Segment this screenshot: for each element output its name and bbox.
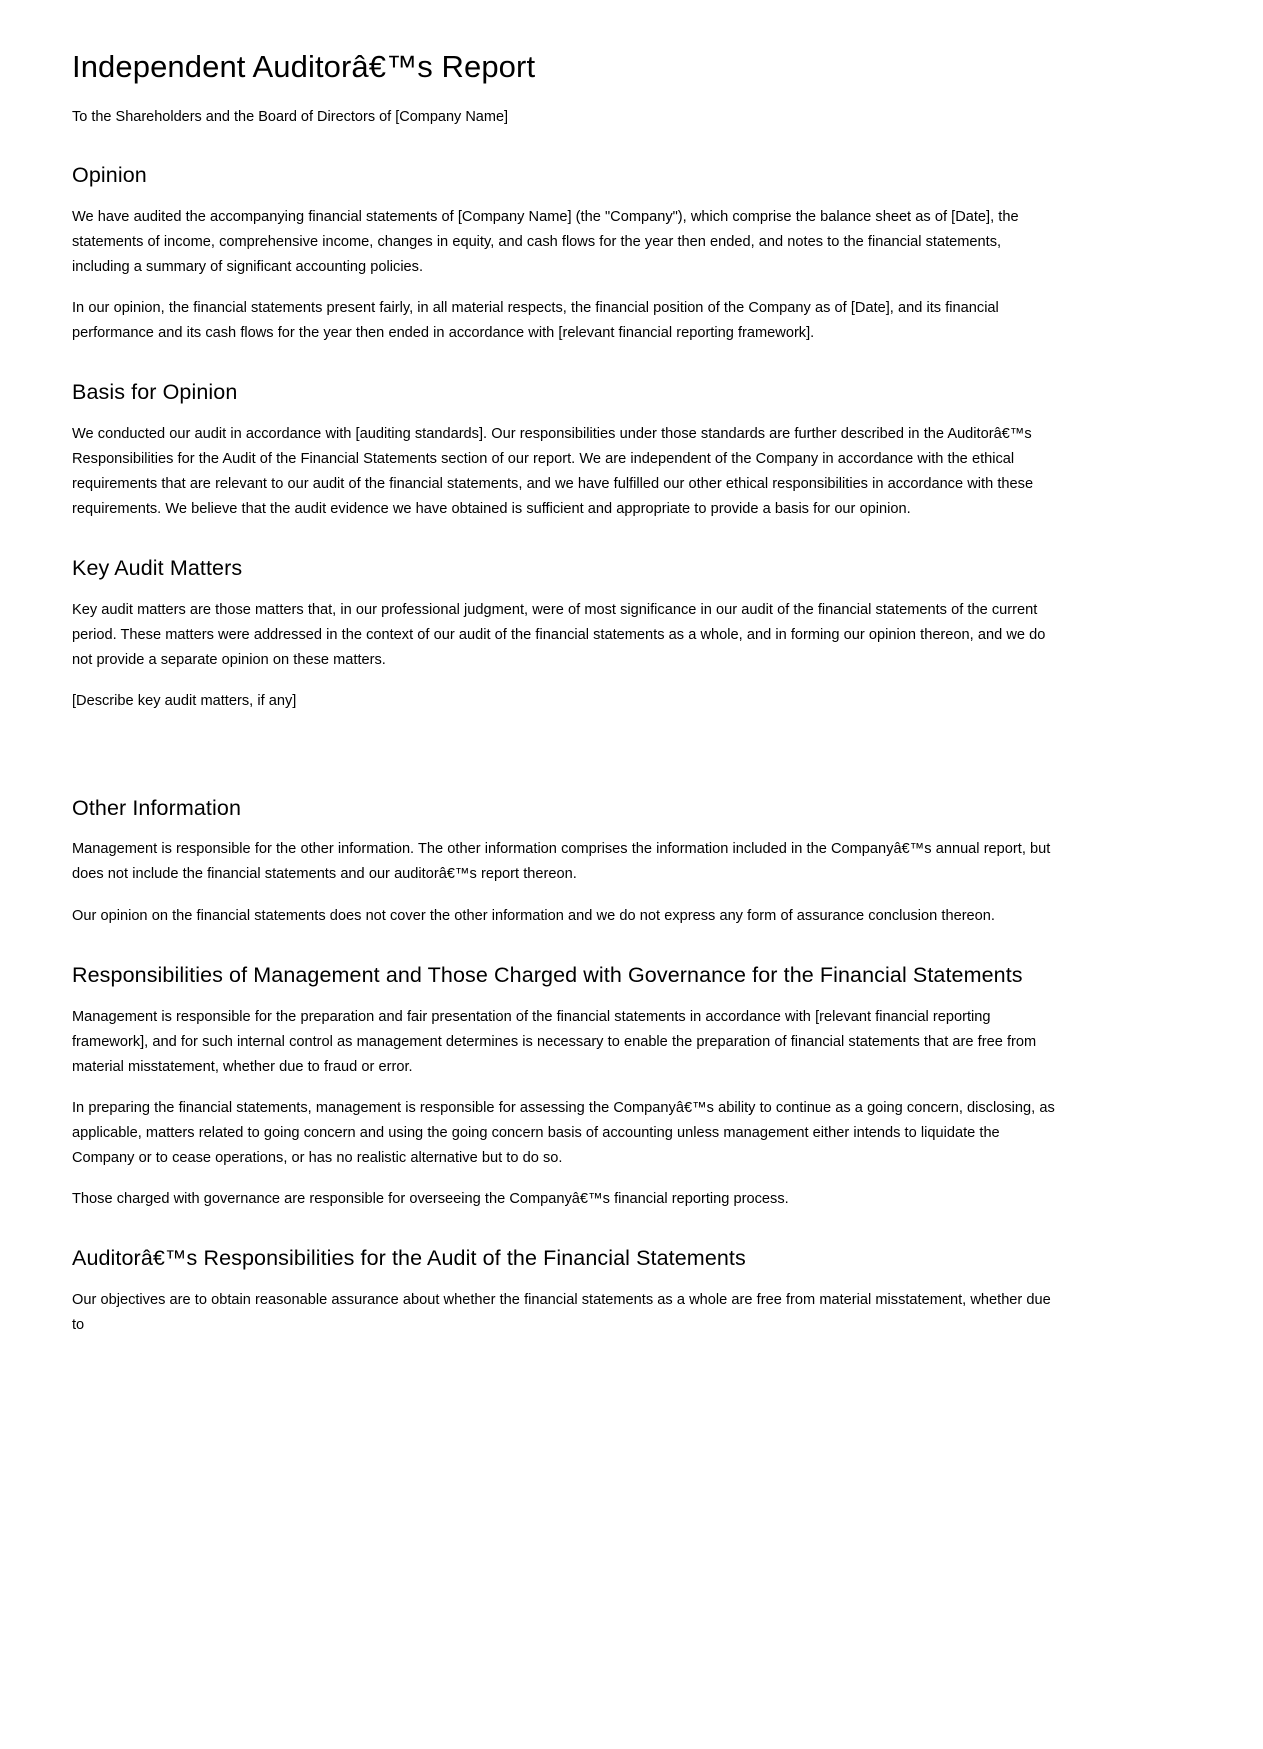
paragraph: We have audited the accompanying financial statements of [Company Name] (the "Company"), which comprise the balance sheet as of [Date], the statements of income, comprehensive income, changes in equity, and cash flows for the year then ended, and notes to the financial statements, including a summary of significant accounting policies. [72,208,1019,275]
section-heading-opinion: Opinion [72,162,147,187]
paragraph: Management is responsible for the other information. The other information comprises the information included in the Companyâ€™s annual report, but does not include the financial statements and our auditorâ€™s report thereon. [72,841,1051,883]
addressee-line: To the Shareholders and the Board of Directors of [Company Name] [72,109,509,126]
section-heading-basis-for-opinion: Basis for Opinion [72,380,238,404]
section-responsibilities-of-management [72,929,1062,1213]
section-auditors-responsibilities [72,1212,1062,1338]
paragraph-placeholder: [Describe key audit matters, if any] [72,693,297,710]
paragraph-truncated: Our objectives are to obtain reasonable assurance about whether the financial statements as a whole are free from material misstatement, whether due to [72,1292,1051,1334]
paragraph: Those charged with governance are responsible for overseeing the Companyâ€™s financial reporting process. [72,1191,789,1208]
empty-paragraph-spacer [72,715,1062,762]
section-heading-responsibilities-of-management: Responsibilities of Management and Those Charged with Governance for the Financial Statements [72,962,1023,987]
section-heading-auditors-responsibilities: Auditorâ€™s Responsibilities for the Audit of the Financial Statements [72,1246,746,1271]
page-title: Independent Auditorâ€™s Report [72,49,536,84]
section-heading-key-audit-matters: Key Audit Matters [72,556,243,581]
paragraph: In our opinion, the financial statements present fairly, in all material respects, the financial position of the Company as of [Date], and its financial performance and its cash flows for the year then ended in accordance with [relevant financial reporting framework]. [72,299,999,341]
paragraph: Our opinion on the financial statements does not cover the other information and we do not express any form of assurance conclusion thereon. [72,907,995,924]
paragraph: We conducted our audit in accordance with [auditing standards]. Our responsibilities under those standards are further described in the Auditorâ€™s Responsibilities for the Audit of the Financial Statements section of our report. We are independent of the Company in accordance with the ethical requirements that are relevant to our audit of the financial statements, and we have fulfilled our other ethical responsibilities in accordance with these requirements. We believe that the audit evidence we have obtained is sufficient and appropriate to provide a basis for our opinion. [72,425,1034,518]
section-opinion [72,129,1062,346]
document-content [72,0,1062,1338]
section-basis-for-opinion [72,346,1062,522]
section-other-information [72,762,1062,929]
paragraph: Key audit matters are those matters that, in our professional judgment, were of most significance in our audit of the financial statements of the current period. These matters were addressed in the context of our audit of the financial statements as a whole, and in forming our opinion thereon, and we do not provide a separate opinion on these matters. [72,602,1046,669]
section-heading-other-information: Other Information [72,795,241,820]
paragraph: Management is responsible for the preparation and fair presentation of the financial statements in accordance with [relevant financial reporting framework], and for such internal control as management determines is necessary to enable the preparation of financial statements that are free from material misstatement, whether due to fraud or error. [72,1008,1037,1075]
paragraph: In preparing the financial statements, management is responsible for assessing the Companyâ€™s ability to continue as a going concern, disclosing, as applicable, matters related to going concern and using the going concern basis of accounting unless management either intends to liquidate the Company or to cease operations, or has no realistic alternative but to do so. [72,1099,1055,1166]
section-key-audit-matters [72,522,1062,761]
